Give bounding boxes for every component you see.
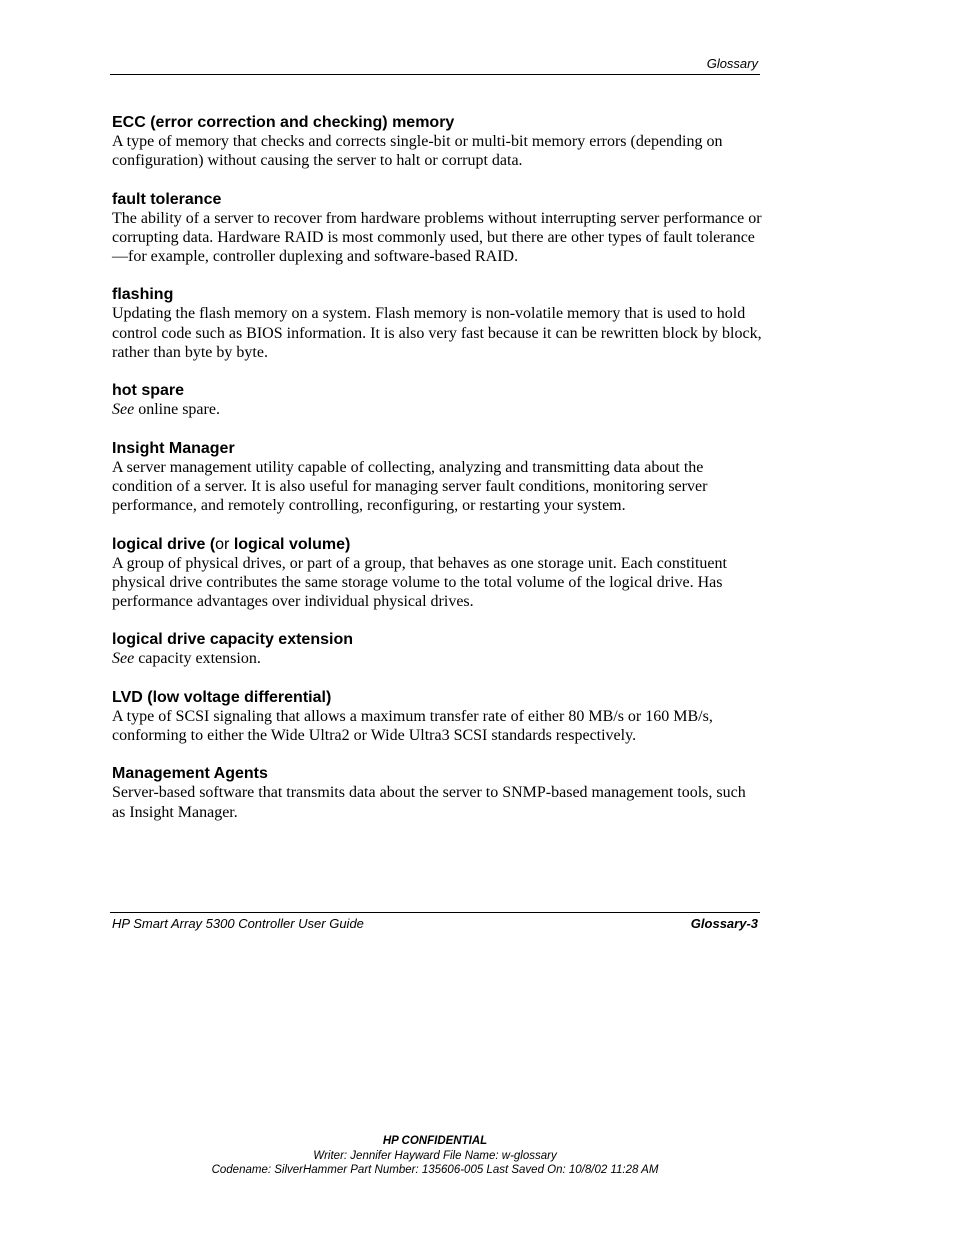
glossary-entry <box>112 381 762 419</box>
see-reference: See <box>112 650 135 668</box>
glossary-definition <box>112 400 762 419</box>
glossary-term <box>112 535 762 554</box>
term-connector: or <box>215 535 230 553</box>
glossary-entry <box>112 764 762 822</box>
glossary-entry <box>112 113 762 171</box>
glossary-content <box>112 113 762 841</box>
see-reference: See <box>112 401 135 419</box>
glossary-term: flashing <box>112 286 174 304</box>
glossary-term: logical drive capacity extension <box>112 631 353 649</box>
confidential-writer-line: Writer: Jennifer Hayward File Name: w-glossary <box>313 1149 557 1162</box>
glossary-entry <box>112 688 762 746</box>
term-part: logical drive ( <box>112 535 216 553</box>
glossary-entry <box>112 190 762 267</box>
glossary-definition: Updating the flash memory on a system. Flash memory is non-volatile memory that is used to hold control code such as BIOS information. It is also very fast because it can be rewritten block by block, rather than byte by byte. <box>112 305 762 362</box>
page-header <box>110 54 760 75</box>
glossary-term: LVD (low voltage differential) <box>112 688 332 706</box>
confidential-title: HP CONFIDENTIAL <box>382 1135 488 1147</box>
glossary-term: Management Agents <box>112 765 268 783</box>
glossary-definition: A type of SCSI signaling that allows a maximum transfer rate of either 80 MB/s or 160 MB/s, conforming to either the Wide Ultra2 or Wide Ultra3 SCSI standards respectively. <box>112 707 713 745</box>
page-footer <box>110 912 760 935</box>
glossary-entry <box>112 285 762 362</box>
header-section-label: Glossary <box>706 56 758 71</box>
glossary-definition: A group of physical drives, or part of a group, that behaves as one storage unit. Each constituent physical drive contributes the same storage volume to the total volume of the logical drive. Has performance advantages over individual physical drives. <box>112 554 727 611</box>
glossary-entry <box>112 535 762 612</box>
glossary-definition: A type of memory that checks and corrects single-bit or multi-bit memory errors (depending on configuration) without causing the server to halt or corrupt data. <box>112 133 723 170</box>
cross-reference-text: online spare. <box>138 401 220 419</box>
glossary-definition: The ability of a server to recover from hardware problems without interrupting server performance or corrupting data. Hardware RAID is most commonly used, but there are other types of fault tolerance—for example, controller duplexing and software-based RAID. <box>112 209 762 266</box>
glossary-term: ECC (error correction and checking) memory <box>112 114 455 131</box>
footer-document-title: HP Smart Array 5300 Controller User Guide <box>112 916 364 931</box>
glossary-definition: A server management utility capable of collecting, analyzing and transmitting data about the condition of a server. It is also useful for managing server fault conditions, monitoring server performance, and remotely controlling, reconfiguring, or restarting your system. <box>112 458 708 515</box>
footer-page-number: Glossary-3 <box>690 916 758 931</box>
term-part: logical volume) <box>229 535 351 553</box>
cross-reference-text: capacity extension. <box>138 650 261 668</box>
glossary-entry <box>112 439 762 516</box>
glossary-entry <box>112 630 762 668</box>
glossary-term: hot spare <box>112 382 185 400</box>
glossary-term: fault tolerance <box>112 190 222 208</box>
glossary-definition <box>112 649 762 668</box>
glossary-term: Insight Manager <box>112 439 235 457</box>
confidential-codename-line: Codename: SilverHammer Part Number: 135606-005 Last Saved On: 10/8/02 11:28 AM <box>211 1164 659 1176</box>
glossary-definition: Server-based software that transmits data about the server to SNMP-based management tools, such as Insight Manager. <box>112 784 746 821</box>
confidential-notice <box>0 1134 870 1178</box>
